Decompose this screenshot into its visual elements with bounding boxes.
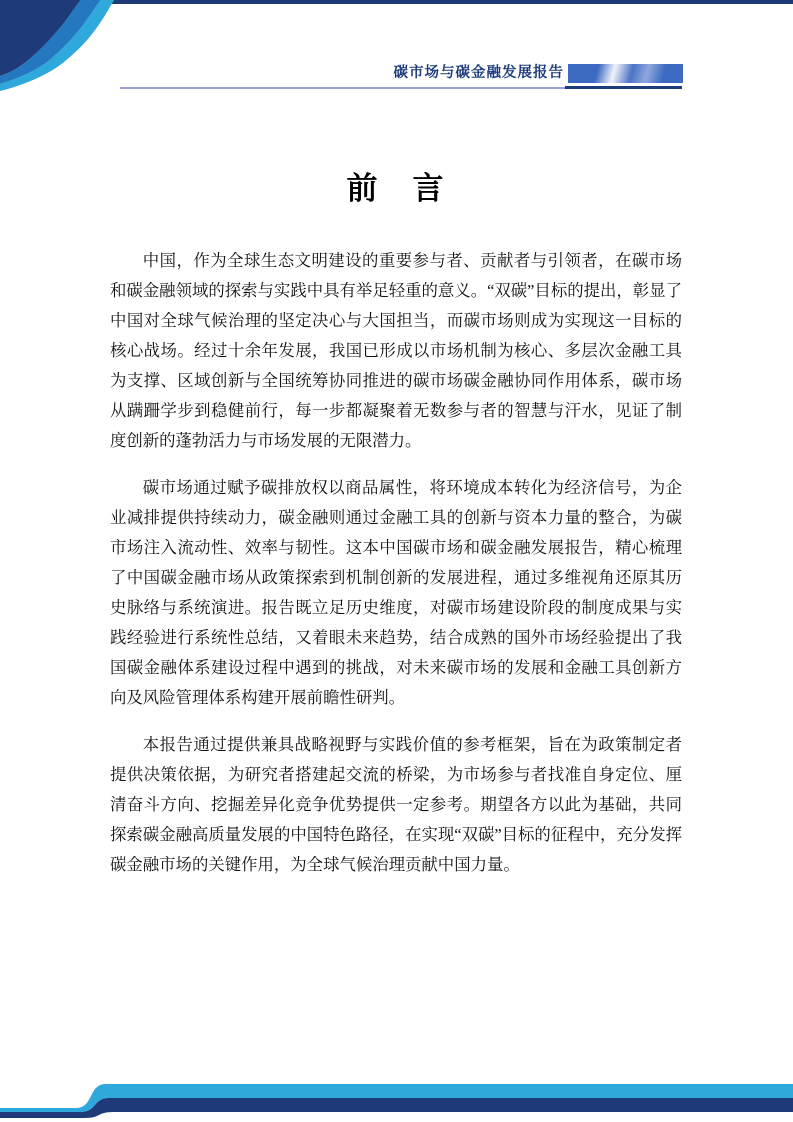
- page-header: [0, 63, 683, 83]
- report-title: 碳市场与碳金融发展报告: [393, 65, 564, 81]
- header-accent-bar: [568, 64, 683, 83]
- top-navy-strip: [0, 0, 793, 4]
- preface-paragraph: 本报告通过提供兼具战略视野与实践价值的参考框架，旨在为政策制定者提供决策依据，为研究者搭建起交流的桥梁，为市场参与者找准自身定位、厘清奋斗方向、挖掘差异化竞争优势提供一定参考。期望各方以此为基础，共同探索碳金融高质量发展的中国特色路径，在实现“双碳”目标的征程中，充分发挥碳金融市场的关键作用，为全球气候治理贡献中国力量。: [110, 735, 682, 874]
- page-title: 前 言: [346, 171, 446, 206]
- bottom-navy-band: [0, 1098, 793, 1118]
- bottom-bands-decoration: [0, 1062, 793, 1122]
- top-left-swoosh-decoration: [0, 0, 793, 100]
- preface-body: [110, 246, 682, 897]
- preface-paragraph: 中国，作为全球生态文明建设的重要参与者、贡献者与引领者，在碳市场和碳金融领域的探索与实践中具有举足轻重的意义。“双碳”目标的提出，彰显了中国对全球气候治理的坚定决心与大国担当，而碳市场则成为实现这一目标的核心战场。经过十余年发展，我国已形成以市场机制为核心、多层次金融工具为支撑、区域创新与全国统筹协同推进的碳市场碳金融协同作用体系，碳市场从蹒跚学步到稳健前行，每一步都凝聚着无数参与者的智慧与汗水，见证了制度创新的蓬勃活力与市场发展的无限潜力。: [110, 251, 682, 450]
- preface-paragraph: 碳市场通过赋予碳排放权以商品属性，将环境成本转化为经济信号，为企业减排提供持续动力，碳金融则通过金融工具的创新与资本力量的整合，为碳市场注入流动性、效率与韧性。这本中国碳市场和碳金融发展报告，精心梳理了中国碳金融市场从政策探索到机制创新的发展进程，通过多维视角还原其历史脉络与系统演进。报告既立足历史维度，对碳市场建设阶段的制度成果与实践经验进行系统性总结，又着眼未来趋势，结合成熟的国外市场经验提出了我国碳金融体系建设过程中遇到的挑战，对未来碳市场的发展和金融工具创新方向及风险管理体系构建开展前瞻性研判。: [110, 478, 682, 707]
- header-rule-dark-segment: [565, 86, 682, 89]
